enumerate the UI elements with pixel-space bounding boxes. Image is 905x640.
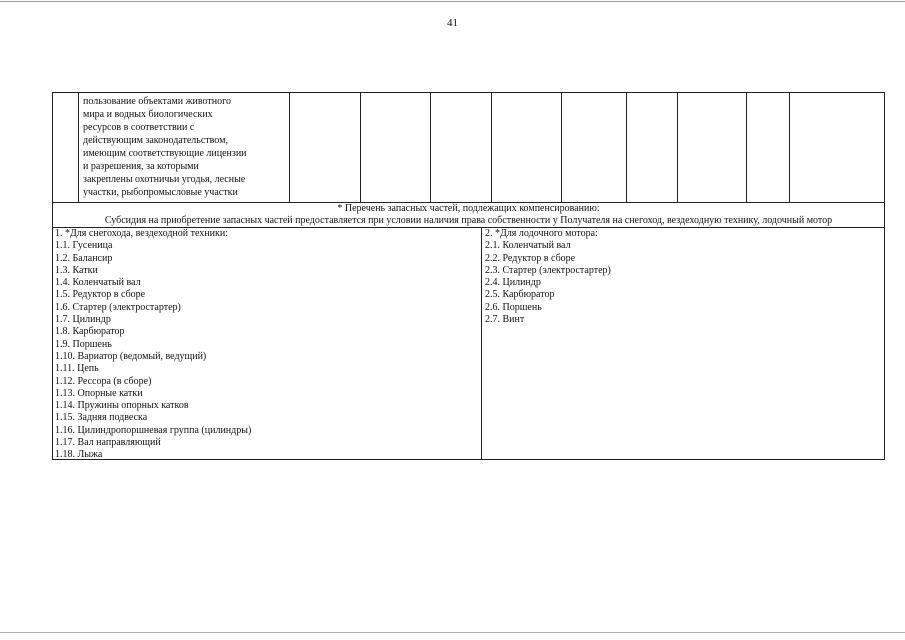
- list-heading: 1. *Для снегохода, вездеходной техники:: [55, 228, 228, 239]
- column-divider: [746, 93, 747, 202]
- list-item: 2.2. Редуктор в сборе: [485, 252, 576, 264]
- column-divider: [561, 93, 562, 202]
- list-item: 1.4. Коленчатый вал: [55, 277, 141, 289]
- snowmobile-parts-list: [55, 228, 251, 462]
- boat-motor-parts-list: [485, 228, 611, 326]
- text-line: пользование объектами животного: [83, 96, 231, 107]
- list-item: 1.18. Лыжа: [55, 449, 103, 461]
- list-item: 1.15. Задняя подвеска: [55, 412, 148, 424]
- column-divider: [360, 93, 361, 202]
- list-item: 1.16. Цилиндропоршневая группа (цилиндры): [55, 424, 252, 436]
- page-number: 41: [447, 17, 458, 29]
- notice-text: Субсидия на приобретение запасных частей предоставляется при условии наличия права собственности у Получателя на снегоход, вездеходную технику, лодочный мотор: [104, 215, 833, 226]
- list-item: 1.9. Поршень: [55, 338, 112, 350]
- list-item: 1.13. Опорные катки: [55, 387, 143, 399]
- text-line: участки, рыбопромысловые участки: [83, 187, 238, 198]
- column-divider: [677, 93, 678, 202]
- list-item: 2.4. Цилиндр: [485, 277, 541, 289]
- text-line: мира и водных биологических: [83, 109, 213, 120]
- recipient-description-cell: [83, 95, 288, 199]
- scan-bottom-edge: [0, 632, 905, 633]
- list-item: 1.12. Рессора (в сборе): [55, 375, 152, 387]
- list-item: 1.10. Вариатор (ведомый, ведущий): [55, 350, 207, 362]
- list-item: 2.1. Коленчатый вал: [485, 240, 571, 252]
- column-divider: [430, 93, 431, 202]
- text-line: ресурсов в соответствии с: [83, 122, 195, 133]
- column-divider: [78, 93, 79, 202]
- document-table: [52, 92, 885, 460]
- scan-top-edge: [0, 1, 905, 2]
- list-item: 2.3. Стартер (электростартер): [485, 264, 611, 276]
- list-item: 1.6. Стартер (электростартер): [55, 301, 181, 313]
- list-item: 1.3. Катки: [55, 264, 98, 276]
- text-line: имеющим соответствующие лицензии: [83, 148, 247, 159]
- text-line: закреплены охотничьи угодья, лесные: [83, 174, 246, 185]
- text-line: действующим законодательством,: [83, 135, 228, 146]
- column-divider: [491, 93, 492, 202]
- list-item: 1.2. Балансир: [55, 252, 113, 264]
- column-divider: [626, 93, 627, 202]
- list-item: 1.17. Вал направляющий: [55, 437, 161, 449]
- list-item: 1.8. Карбюратор: [55, 326, 125, 338]
- list-column-divider: [481, 227, 482, 460]
- list-item: 1.7. Цилиндр: [55, 314, 111, 326]
- column-divider: [289, 93, 290, 202]
- text-line: и разрешения, за которыми: [83, 161, 199, 172]
- list-item: 2.5. Карбюратор: [485, 289, 555, 301]
- list-item: 1.14. Пружины опорных катков: [55, 400, 189, 412]
- column-divider: [789, 93, 790, 202]
- list-item: 1.11. Цепь: [55, 363, 99, 375]
- list-item: 1.5. Редуктор в сборе: [55, 289, 146, 301]
- list-item: 2.6. Поршень: [485, 301, 542, 313]
- list-item: 1.1. Гусеница: [55, 240, 113, 252]
- notice-title: * Перечень запасных частей, подлежащих компенсированию:: [337, 203, 600, 214]
- list-item: 2.7. Винт: [485, 314, 525, 326]
- list-heading: 2. *Для лодочного мотора:: [485, 228, 598, 239]
